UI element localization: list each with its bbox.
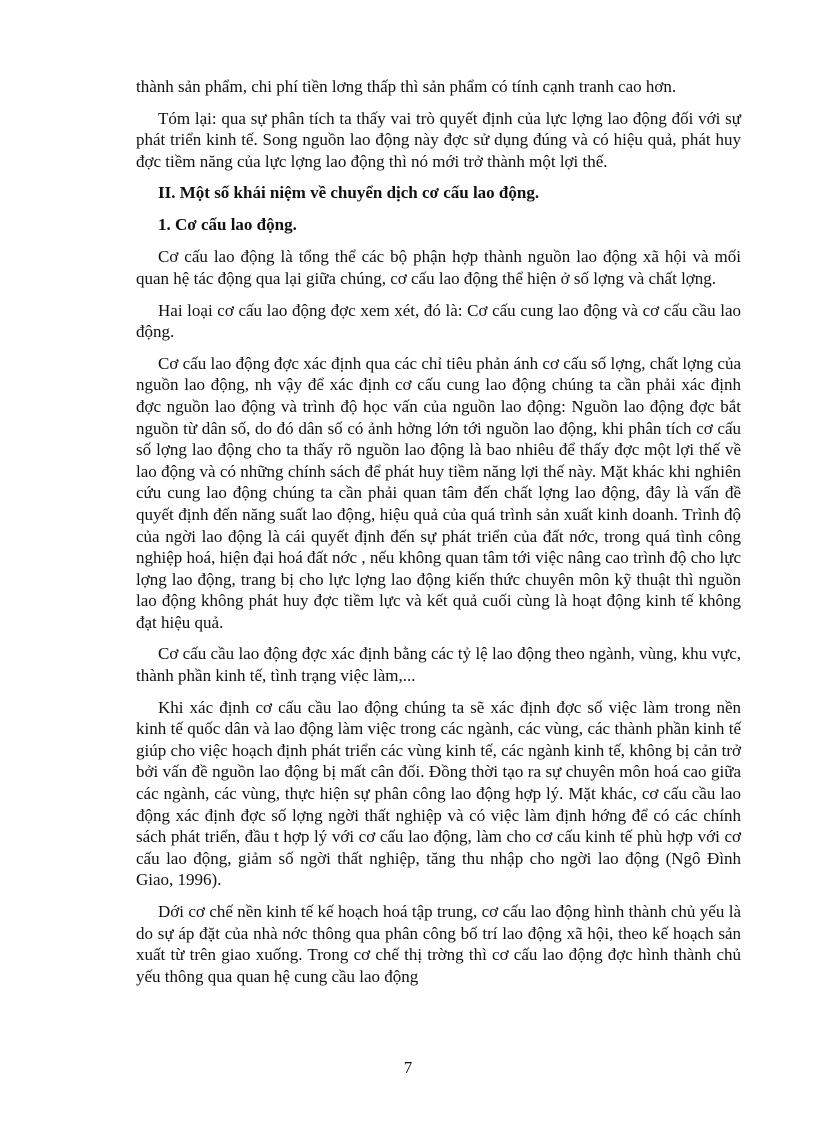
subsection-heading: 1. Cơ cấu lao động.	[158, 215, 297, 235]
paragraph-demand-analysis: Khi xác định cơ cấu cầu lao động chúng ta sẽ xác định đợc số việc làm trong nền kinh tế quốc dân và lao động làm việc trong các ngành, các vùng, các thành phần kinh tế giúp cho việc hoạch định phát triển các vùng kinh tế, các ngành kinh tế, không bị cản trở bởi vấn đề nguồn lao động bị mất cân đối. Đồng thời tạo ra sự chuyên môn hoá cao giữa các ngành, các vùng, thực hiện sự phân công lao động hợp lý. Mặt khác, cơ cấu cầu lao động xác định đợc số lợng ngời thất nghiệp và có việc làm định hớng để có các chính sách phát triển, đầu t hợp lý với cơ cấu lao động, làm cho cơ cấu kinh tế phù hợp với cơ cấu lao động, giảm số ngời thất nghiệp, tăng thu nhập cho ngời lao động (Ngô Đình Giao, 1996).	[136, 697, 741, 890]
paragraph-demand-structure: Cơ cấu cầu lao động đợc xác định bằng các tỷ lệ lao động theo ngành, vùng, khu vực, thành phần kinh tế, tình trạng việc làm,...	[136, 644, 741, 686]
paragraph-continuation: thành sản phẩm, chi phí tiền lơng thấp thì sản phẩm có tính cạnh tranh cao hơn.	[136, 77, 677, 96]
paragraph-two-types: Hai loại cơ cấu lao động đợc xem xét, đó là: Cơ cấu cung lao động và cơ cấu cầu lao động.	[136, 300, 741, 342]
paragraph-definition: Cơ cấu lao động là tổng thể các bộ phận hợp thành nguồn lao động xã hội và mối quan hệ tác động qua lại giữa chúng, cơ cấu lao động thể hiện ở số lợng và chất lợng.	[136, 247, 741, 288]
paragraph-summary: Tóm lại: qua sự phân tích ta thấy vai trò quyết định của lực lợng lao động đối với sự phát triển kinh tế. Song nguồn lao động này đợc sử dụng đúng và có hiệu quả, phát huy đợc tiềm năng của lực lợng lao động thì nó mới trở thành một lợi thế.	[136, 108, 741, 171]
document-page	[136, 76, 741, 997]
page-number: 7	[403, 1058, 413, 1077]
paragraph-supply-structure: Cơ cấu lao động đợc xác định qua các chỉ tiêu phản ánh cơ cấu số lợng, chất lợng của nguồn lao động, nh vậy để xác định cơ cấu cung lao động chúng ta cần phải xác định đợc nguồn lao động và trình độ học vấn của nguồn lao động: Nguồn lao động đợc bắt nguồn từ dân số, do đó dân số có ảnh hởng lớn tới nguồn lao động, khi phân tích cơ cấu số lợng lao động cho ta thấy rõ nguồn lao động là bao nhiêu để thấy đợc một lợi thế về lao động và có những chính sách để phát huy tiềm năng lợi thế này. Mặt khác khi nghiên cứu cung lao động chúng ta cần phải quan tâm đến chất lợng lao động, đây là vấn đề quyết định đến năng suất lao động, hiệu quả của quá trình sản xuất kinh doanh. Trình độ của ngời lao động là cái quyết định đến sự phát triển của đất nớc, trong quá tình công nghiệp hoá, hiện đại hoá đất nớc , nếu không quan tâm tới việc nâng cao trình độ cho lực lợng lao động, trang bị cho lực lợng lao động kiến thức chuyên môn kỹ thuật thì nguồn lao động không phát huy đợc tiềm lực và kết quả cuối cùng là hoạt động kinh tế không đạt hiệu quả.	[136, 353, 741, 632]
section-heading: II. Một số khái niệm về chuyển dịch cơ cấu lao động.	[158, 183, 540, 203]
paragraph-planned-economy: Dới cơ chế nền kinh tế kế hoạch hoá tập trung, cơ cấu lao động hình thành chủ yếu là do sự áp đặt của nhà nớc thông qua phân công bố trí lao động xã hội, theo kế hoạch sản xuất từ trên giao xuống. Trong cơ chế thị trờng thì cơ cấu lao động đợc hình thành chủ yếu thông qua quan hệ cung cầu lao động	[136, 902, 741, 986]
